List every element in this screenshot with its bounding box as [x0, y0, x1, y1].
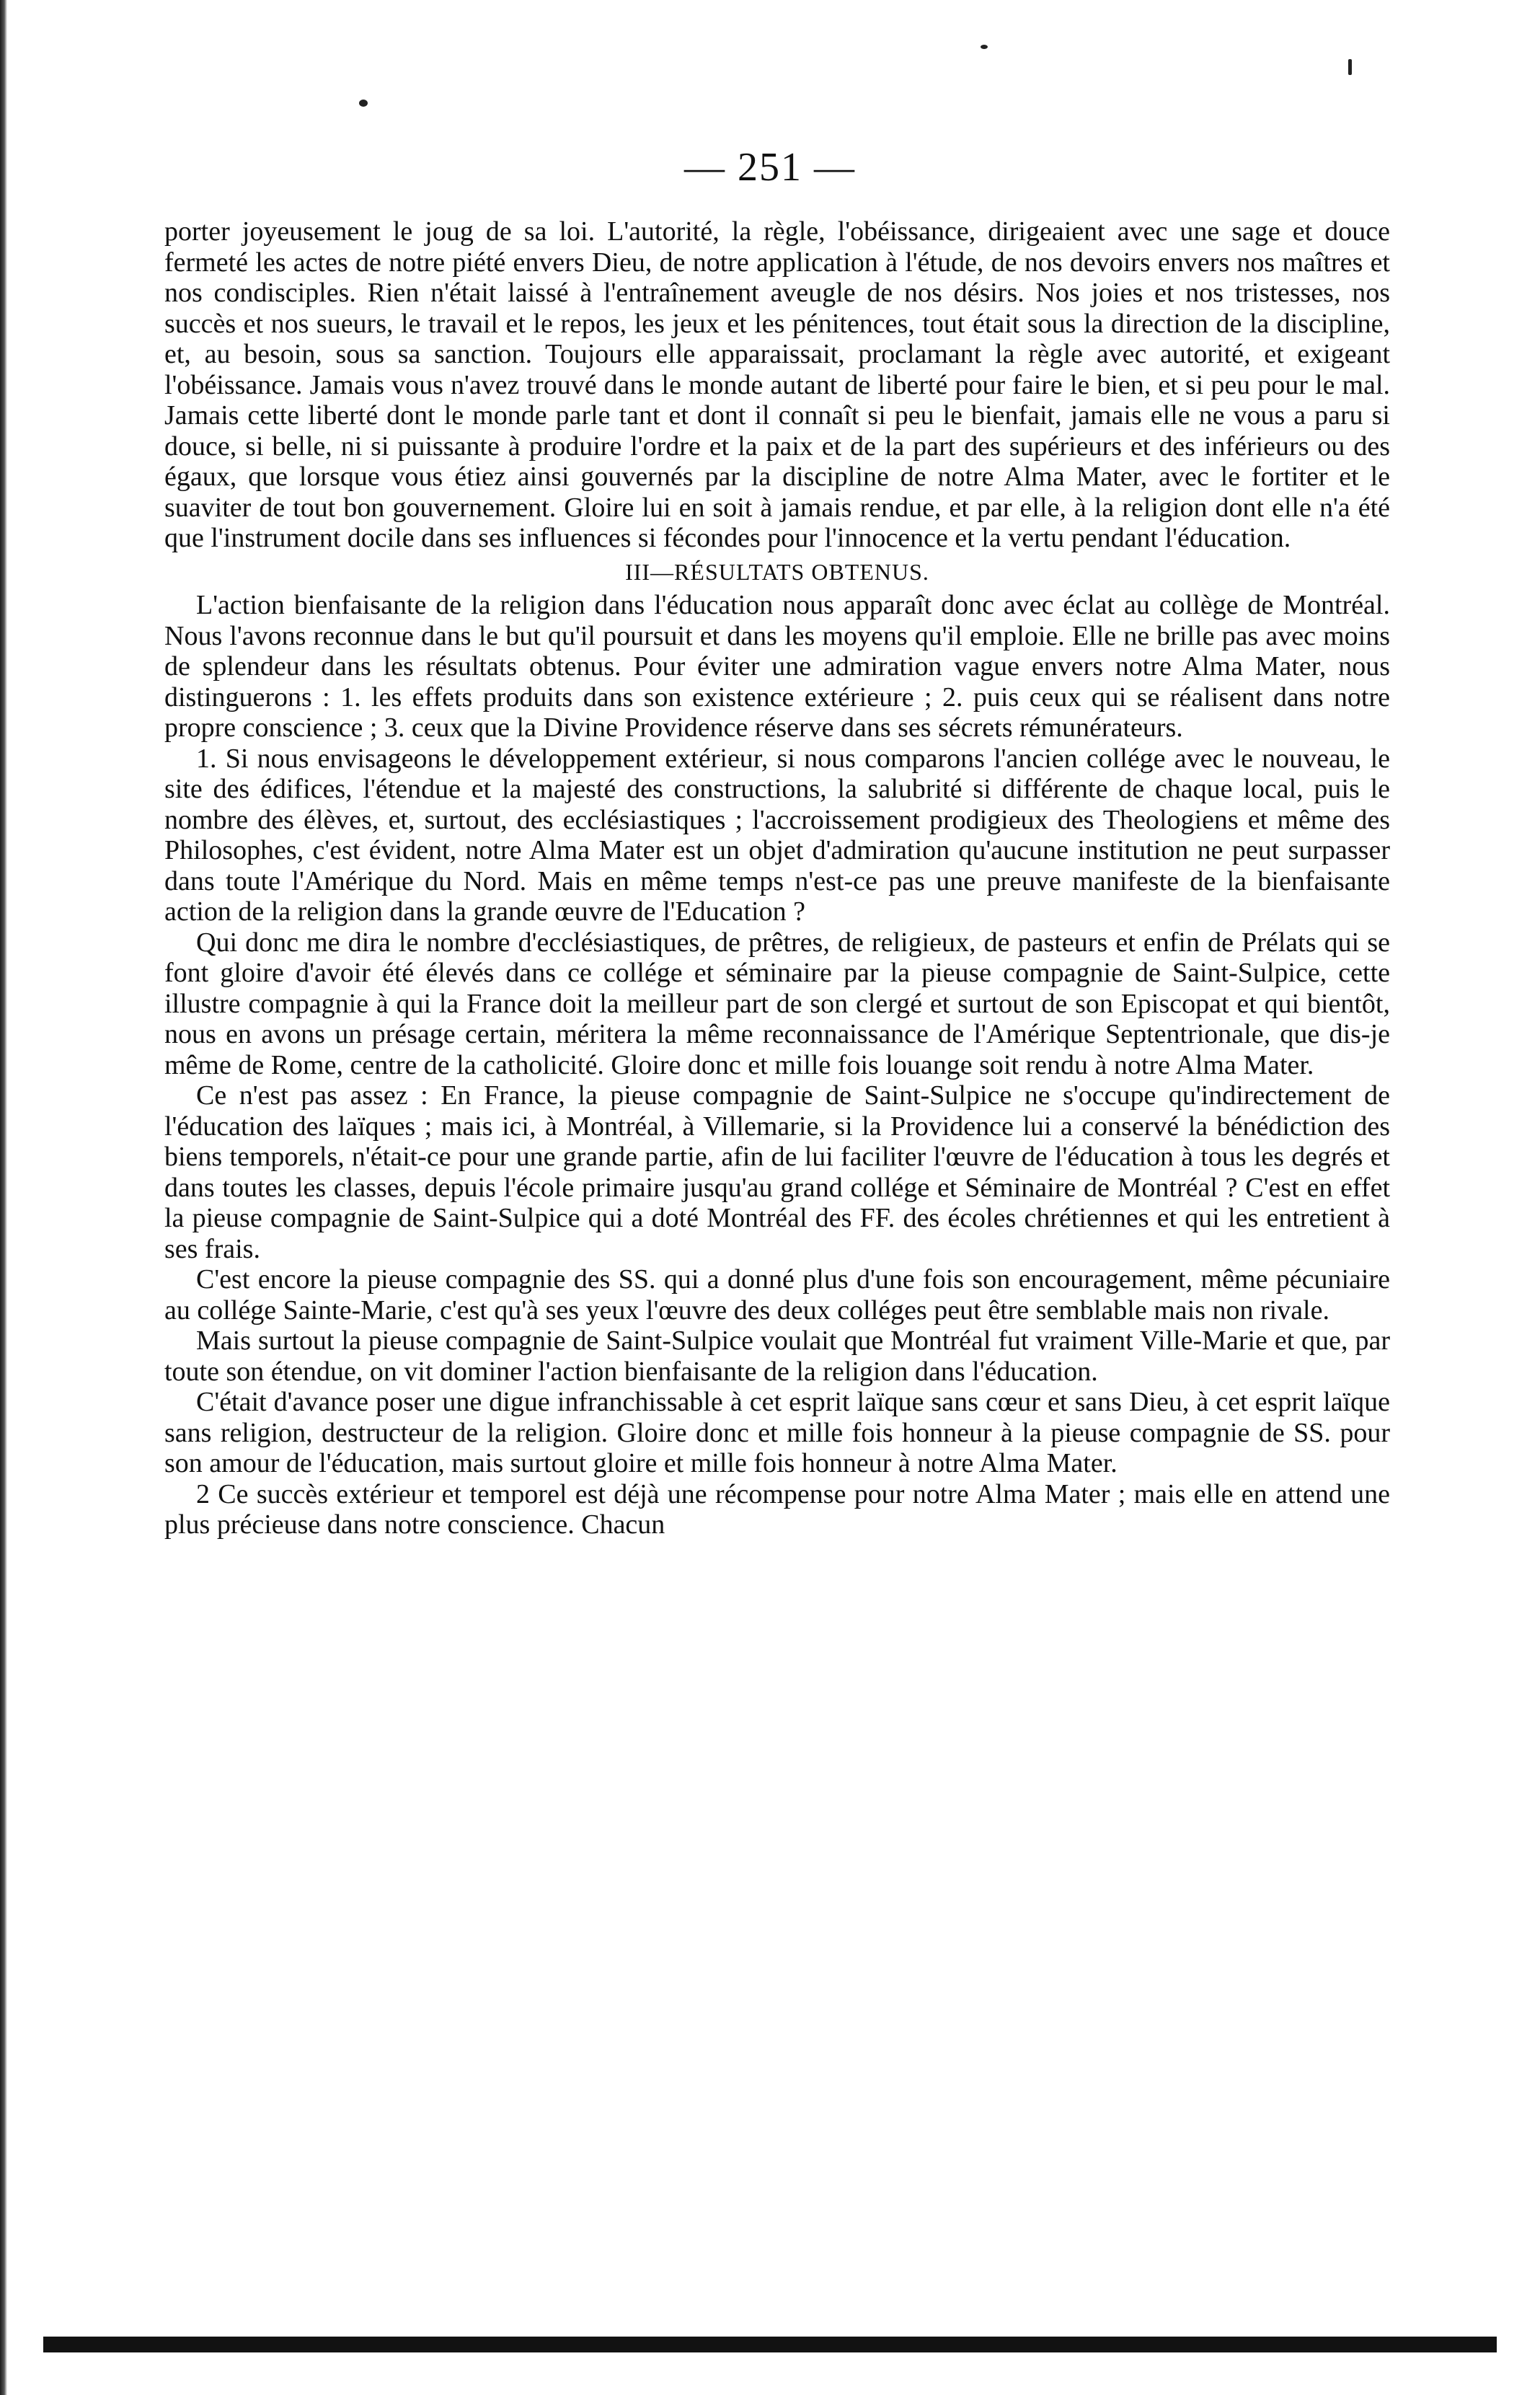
section-heading: III—RÉSULTATS OBTENUS. — [625, 558, 929, 585]
paragraph: Qui donc me dira le nombre d'ecclésiastiques, de prêtres, de religieux, de pasteurs et enfin de Prélats qui se font gloire d'avoir été élevés dans ce collége et séminaire par la pieuse compagnie de Saint-Sulpice, cette illustre compagnie à qui la France doit la meilleur part de son clergé et surtout de son Episcopat et qui bientôt, nous en avons un présage certain, méritera la même reconnaissance de l'Amérique Septentrionale, que dis-je même de Rome, centre de la catholicité. Gloire donc et mille fois louange soit rendu à notre Alma Mater. — [164, 927, 1390, 1080]
paragraph: L'action bienfaisante de la religion dans l'éducation nous apparaît donc avec éclat au collège de Montréal. Nous l'avons reconnue dans le but qu'il poursuit et dans les moyens qu'il emploie. Elle ne brille pas avec moins de splendeur dans les résultats obtenus. Pour éviter une admiration vague envers notre Alma Mater, nous distinguerons : 1. les effets produits dans son existence extérieure ; 2. puis ceux qui se réalisent dans notre propre conscience ; 3. ceux que la Divine Providence réserve dans ses sécrets rémunérateurs. — [164, 590, 1390, 743]
paragraph: Ce n'est pas assez : En France, la pieuse compagnie de Saint-Sulpice ne s'occupe qu'indirectement de l'éducation des laïques ; mais ici, à Montréal, à Villemarie, si la Providence lui a conservé la bénédiction des biens temporels, n'était-ce pour une grande partie, afin de lui faciliter l'œuvre de l'éducation à tous les degrés et dans toutes les classes, depuis l'école primaire jusqu'au grand collége et Séminaire de Montréal ? C'est en effet la pieuse compagnie de Saint-Sulpice qui a doté Montréal des FF. des écoles chrétiennes et qui les entretient à ses frais. — [164, 1080, 1390, 1264]
page-left-edge-shadow — [0, 0, 7, 2395]
paragraph: 1. Si nous envisageons le développement extérieur, si nous comparons l'ancien collége avec le nouveau, le site des édifices, l'étendue et la majesté des constructions, la salubrité si différente de chaque local, puis le nombre des élèves, et, surtout, des ecclésiastiques ; l'accroissement prodigieux des Theologiens et même des Philosophes, c'est évident, notre Alma Mater est un objet d'admiration qu'aucune institution ne peut surpasser dans toute l'Amérique du Nord. Mais en même temps n'est-ce pas une preuve manifeste de la bienfaisante action de la religion dans la grande œuvre de l'Education ? — [164, 743, 1390, 927]
ink-speck — [359, 100, 368, 107]
page-body — [164, 216, 1390, 1540]
bottom-rule — [43, 2337, 1497, 2352]
page-number: — 251 — — [684, 145, 856, 190]
ink-speck — [981, 45, 988, 49]
paragraph: 2 Ce succès extérieur et temporel est déjà une récompense pour notre Alma Mater ; mais elle en attend une plus précieuse dans notre conscience. Chacun — [164, 1478, 1390, 1540]
paragraph: C'était d'avance poser une digue infranchissable à cet esprit laïque sans cœur et sans Dieu, à cet esprit laïque sans religion, destructeur de la religion. Gloire donc et mille fois honneur à la pieuse compagnie de SS. pour son amour de l'éducation, mais surtout gloire et mille fois honneur à notre Alma Mater. — [164, 1387, 1390, 1478]
ink-speck — [1348, 59, 1352, 75]
paragraph: porter joyeusement le joug de sa loi. L'autorité, la règle, l'obéissance, dirigeaient avec une sage et douce fermeté les actes de notre piété envers Dieu, de notre application à l'étude, de nos devoirs envers nos maîtres et nos condisciples. Rien n'était laissé à l'entraînement aveugle de nos désirs. Nos joies et nos tristesses, nos succès et nos sueurs, le travail et le repos, les jeux et les pénitences, tout était sous la direction de la discipline, et, au besoin, sous sa sanction. Toujours elle apparaissait, proclamant la règle avec autorité, et exigeant l'obéissance. Jamais vous n'avez trouvé dans le monde autant de liberté pour faire le bien, et si peu pour le mal. Jamais cette liberté dont le monde parle tant et dont il connaît si peu le bienfait, jamais elle ne vous a paru si douce, si belle, ni si puissante à produire l'ordre et la paix et de la part des supérieurs et des inférieurs ou des égaux, que lorsque vous étiez ainsi gouvernés par la discipline de notre Alma Mater, avec le fortiter et le suaviter de tout bon gouvernement. Gloire lui en soit à jamais rendue, et par elle, à la religion dont elle n'a été que l'instrument docile dans ses influences si fécondes pour l'innocence et la vertu pendant l'éducation. — [164, 216, 1390, 553]
paragraph: C'est encore la pieuse compagnie des SS. qui a donné plus d'une fois son encouragement, même pécuniaire au collége Sainte-Marie, c'est qu'à ses yeux l'œuvre des deux colléges peut être semblable mais non rivale. — [164, 1264, 1390, 1326]
paragraph: Mais surtout la pieuse compagnie de Saint-Sulpice voulait que Montréal fut vraiment Ville-Marie et que, par toute son étendue, on vit dominer l'action bienfaisante de la religion dans l'éducation. — [164, 1326, 1390, 1387]
